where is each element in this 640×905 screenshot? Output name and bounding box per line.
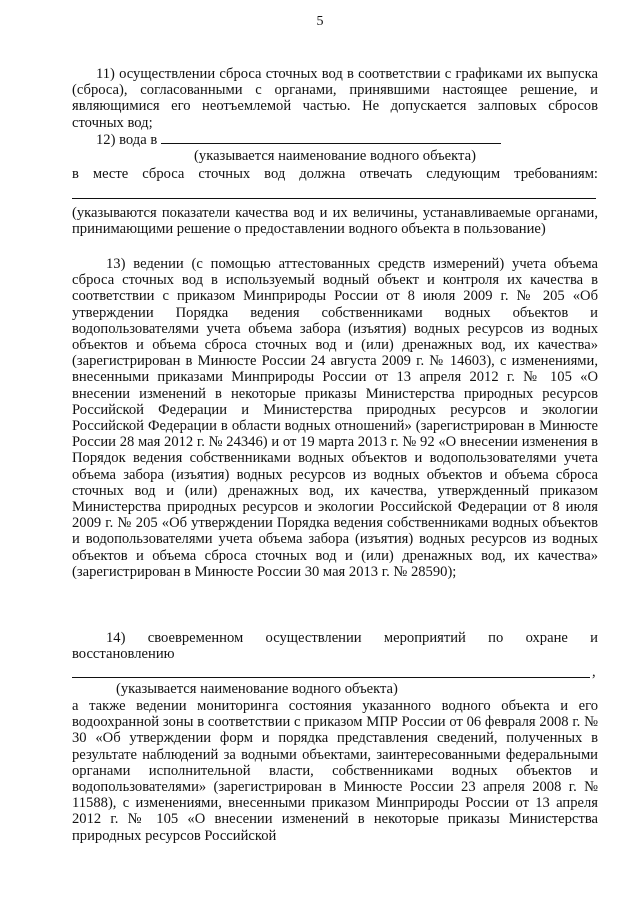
item-14-body-text: а также ведении мониторинга состояния указанного водного объекта и его водоохранной зоны в соответствии с приказом МПР России от 06 февраля 2008 г. № 30 «Об утверждении форм и порядка представления сведений, полученных в результате наблюдений за водными объектами, заинтересованными федеральными органами исполнительной власти, собственниками водных объектов и водопользователями» (зарегистрирован в Минюсте России 23 апреля 2008 г. № 11588), с изменениями, внесенными приказом Минприроды России от 13 апреля 2012 г. № 105 «О внесении изменений в некоторые приказы Министерства природных ресурсов Российской: [72, 698, 598, 844]
item-13-text: 13) ведении (с помощью аттестованных средств измерений) учета объема сброса сточных вод в используемый водный объект и контроля их качества в соответствии с приказом Минприроды России от 8 июля 2009 г. № 205 «Об утверждении Порядка ведения собственниками водных объектов и водопользователями учета объема забора (изъятия) водных ресурсов из водных объектов и объема сброса сточных вод и (или) дренажных вод, их качества» (зарегистрирован в Минюсте России 24 августа 2009 г. № 14603), с изменениями, внесенными приказами Минприроды России от 13 апреля 2012 г. № 105 «О внесении изменений в некоторые приказы Министерства природных ресурсов Российской Федерации и Министерства природных ресурсов и экологии Российской Федерации в области водных отношений» (зарегистрирован в Минюсте России 28 мая 2012 г. № 24346) и от 19 марта 2013 г. № 92 «О внесении изменения в Порядок ведения собственниками водных объектов и водопользователями учета объема забора (изъятия) водных ресурсов из водных объектов и объема сброса сточных вод и (или) дренажных вод, их качества, утвержденный приказом Министерства природных ресурсов и экологии Российской Федерации от 8 июля 2009 г. № 205 «Об утверждении Порядка ведения собственниками водных объектов и водопользователями учета объема забора (изъятия) водных ресурсов из водных объектов и объема сброса сточных вод и (или) дренажных вод, их качества» (зарегистрирован в Минюсте России 30 мая 2013 г. № 28590);: [72, 256, 598, 580]
item-14-body: [72, 698, 598, 844]
item-12-caption: (указывается наименование водного объекта): [194, 148, 476, 164]
item-12-note-text: (указываются показатели качества вод и их величины, устанавливаемые органами, принимающими решение о предоставлении водного объекта в пользование): [72, 205, 598, 238]
item-14-caption: (указывается наименование водного объекта): [116, 681, 398, 697]
item-11: [72, 66, 598, 131]
requirements-blank: [72, 198, 596, 199]
water-body-blank: [161, 131, 501, 144]
water-body-blank-2: [72, 677, 590, 678]
item-12-line: [72, 131, 598, 148]
item-14-line1: 14) своевременном осуществлении мероприятий по охране и: [106, 630, 598, 646]
page-number: 5: [316, 14, 324, 29]
item-13: [72, 256, 598, 580]
item-12-line2: в месте сброса сточных вод должна отвечать следующим требованиям:: [72, 166, 598, 182]
item-12-prefix: 12) вода в: [96, 132, 158, 148]
item-12-note: [72, 205, 598, 237]
item-14-line2: восстановлению: [72, 646, 175, 662]
item-11-text: 11) осуществлении сброса сточных вод в соответствии с графиками их выпуска (сброса), согласованными с органами, принявшими настоящее решение, и являющимися его неотъемлемой частью. Не допускается залповых сбросов сточных вод;: [72, 66, 598, 131]
item-14-comma: ,: [592, 664, 596, 680]
